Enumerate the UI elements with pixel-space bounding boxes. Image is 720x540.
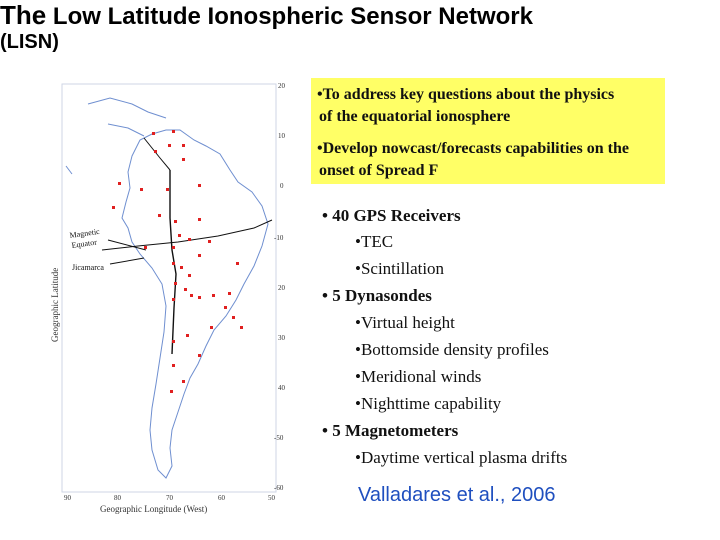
- station-marker: [188, 274, 191, 277]
- station-marker: [172, 262, 175, 265]
- coastline: [122, 130, 268, 478]
- lon-tick: 70: [166, 494, 173, 502]
- gps-heading: • 40 GPS Receivers: [322, 206, 461, 225]
- station-marker: [228, 292, 231, 295]
- station-marker: [186, 334, 189, 337]
- dynasonde-item: •Virtual height: [355, 313, 455, 332]
- station-marker: [172, 130, 175, 133]
- title-prefix: The: [0, 0, 47, 30]
- station-marker: [172, 364, 175, 367]
- station-marker: [188, 238, 191, 241]
- magnetometer-item: •Daytime vertical plasma drifts: [355, 448, 568, 467]
- station-marker: [210, 326, 213, 329]
- station-marker: [174, 282, 177, 285]
- citation: Valladares et al., 2006: [358, 484, 556, 506]
- lon-tick: 50: [268, 494, 275, 502]
- station-marker: [118, 182, 121, 185]
- station-marker: [154, 150, 157, 153]
- objective-line: •To address key questions about the physics: [317, 86, 615, 103]
- station-marker: [240, 326, 243, 329]
- station-marker: [174, 220, 177, 223]
- station-marker: [236, 262, 239, 265]
- magnetic-equator-label: Equator: [71, 237, 98, 250]
- lon-tick: 60: [218, 494, 225, 502]
- title-main: Low Latitude Ionospheric Sensor Network: [52, 3, 533, 30]
- jicamarca-label: Jicamarca: [72, 263, 104, 272]
- station-marker: [172, 340, 175, 343]
- station-marker: [198, 184, 201, 187]
- station-marker: [224, 306, 227, 309]
- dynasonde-item: •Bottomside density profiles: [355, 340, 549, 359]
- lisn-station-map: [48, 78, 294, 518]
- lon-tick: 80: [114, 494, 121, 502]
- station-marker: [182, 380, 185, 383]
- station-marker: [198, 296, 201, 299]
- station-marker: [232, 316, 235, 319]
- station-marker: [190, 294, 193, 297]
- dynasonde-item: •Nighttime capability: [355, 394, 502, 413]
- objective-line: onset of Spread F: [319, 162, 439, 179]
- gps-item: •Scintillation: [355, 259, 445, 278]
- dynasonde-item: •Meridional winds: [355, 367, 482, 386]
- station-marker: [140, 188, 143, 191]
- station-marker: [112, 206, 115, 209]
- lon-tick: 90: [64, 494, 71, 502]
- page-title-line1: [0, 0, 720, 31]
- station-marker: [168, 144, 171, 147]
- station-marker: [198, 354, 201, 357]
- magnetic-equator-label: Magnetic: [69, 226, 101, 240]
- station-markers: [112, 130, 243, 393]
- objectives-box: [311, 78, 665, 184]
- lat-tick: -10: [274, 234, 284, 242]
- lat-tick: 10: [278, 132, 285, 140]
- station-marker: [172, 298, 175, 301]
- magnetometer-heading: • 5 Magnetometers: [322, 421, 459, 440]
- dynasonde-heading: • 5 Dynasondes: [322, 286, 432, 305]
- lat-tick: 20: [278, 82, 285, 90]
- station-marker: [180, 266, 183, 269]
- station-marker: [178, 234, 181, 237]
- station-marker: [182, 144, 185, 147]
- lat-tick: 40: [278, 384, 285, 392]
- station-marker: [152, 132, 155, 135]
- station-marker: [182, 158, 185, 161]
- objective-line: •Develop nowcast/forecasts capabilities on the: [317, 140, 629, 157]
- lat-tick: 30: [278, 334, 285, 342]
- lat-tick: 20: [278, 284, 285, 292]
- station-marker: [212, 294, 215, 297]
- page-title-line2: (LISN): [0, 31, 59, 53]
- gps-item: •TEC: [355, 232, 394, 251]
- map-x-axis-label: Geographic Longitude (West): [100, 504, 208, 514]
- station-marker: [198, 254, 201, 257]
- station-marker: [158, 214, 161, 217]
- lat-tick: -60: [274, 484, 284, 492]
- station-marker: [198, 218, 201, 221]
- map-y-axis-label: Geographic Latitude: [50, 267, 60, 342]
- lat-tick: 0: [280, 182, 284, 190]
- objective-line: of the equatorial ionosphere: [319, 108, 511, 125]
- station-marker: [170, 390, 173, 393]
- jicamarca-pointer: [110, 258, 144, 264]
- station-marker: [184, 288, 187, 291]
- station-chain-line: [144, 138, 170, 170]
- station-marker: [144, 246, 147, 249]
- station-marker: [166, 188, 169, 191]
- station-marker: [208, 240, 211, 243]
- station-marker: [172, 246, 175, 249]
- coastline-caribbean: [66, 98, 166, 174]
- lat-tick: -50: [274, 434, 284, 442]
